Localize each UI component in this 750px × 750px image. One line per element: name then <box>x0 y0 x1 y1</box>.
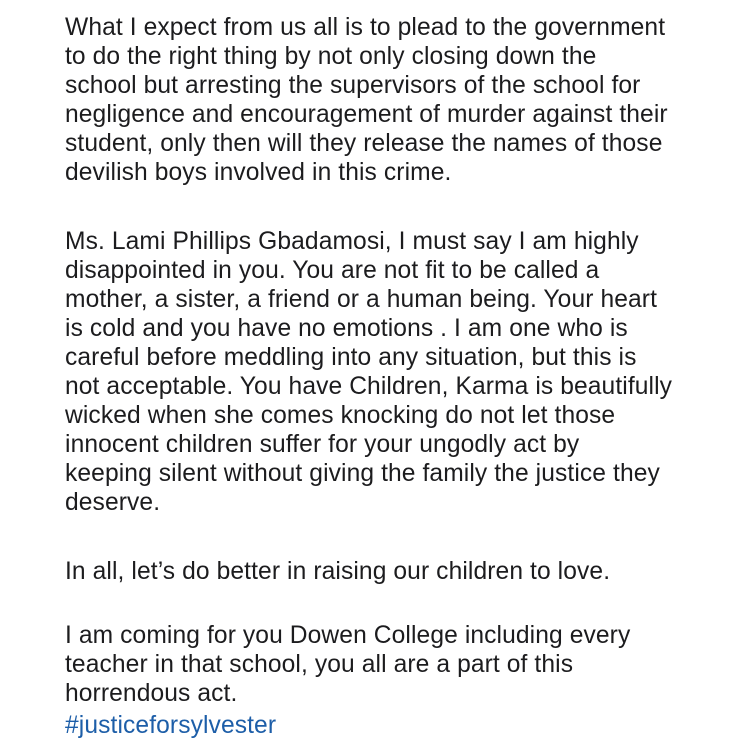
paragraph-line: to do the right thing by not only closing down the <box>65 43 597 70</box>
paragraph-line: In all, let’s do better in raising our children to love. <box>65 558 611 585</box>
paragraph-line: not acceptable. You have Children, Karma is beautifully <box>65 373 673 400</box>
paragraph-line: careful before meddling into any situation, but this is <box>65 344 637 371</box>
paragraph-line: horrendous act. <box>65 680 238 707</box>
paragraph-line: mother, a sister, a friend or a human being. Your heart <box>65 286 658 313</box>
paragraph-line: keeping silent without giving the family the justice they <box>65 460 660 487</box>
paragraph-line: negligence and encouragement of murder against their <box>65 101 668 128</box>
paragraph-line: What I expect from us all is to plead to the government <box>65 14 666 41</box>
paragraph-line: disappointed in you. You are not fit to be called a <box>65 257 600 284</box>
paragraph-line: devilish boys involved in this crime. <box>65 159 452 186</box>
paragraph-line: wicked when she comes knocking do not let those <box>65 402 616 429</box>
paragraph-line: school but arresting the supervisors of the school for <box>65 72 641 99</box>
paragraph-line: deserve. <box>65 489 161 516</box>
paragraph-line: is cold and you have no emotions . I am one who is <box>65 315 628 342</box>
paragraph-line: teacher in that school, you all are a part of this <box>65 651 574 678</box>
paragraph-line: Ms. Lami Phillips Gbadamosi, I must say I am highly <box>65 228 639 255</box>
paragraph-line: student, only then will they release the names of those <box>65 130 663 157</box>
paragraph-line: innocent children suffer for your ungodly act by <box>65 431 580 458</box>
hashtag-link[interactable]: #justiceforsylvester <box>65 712 277 739</box>
paragraph-line: I am coming for you Dowen College including every <box>65 622 631 649</box>
